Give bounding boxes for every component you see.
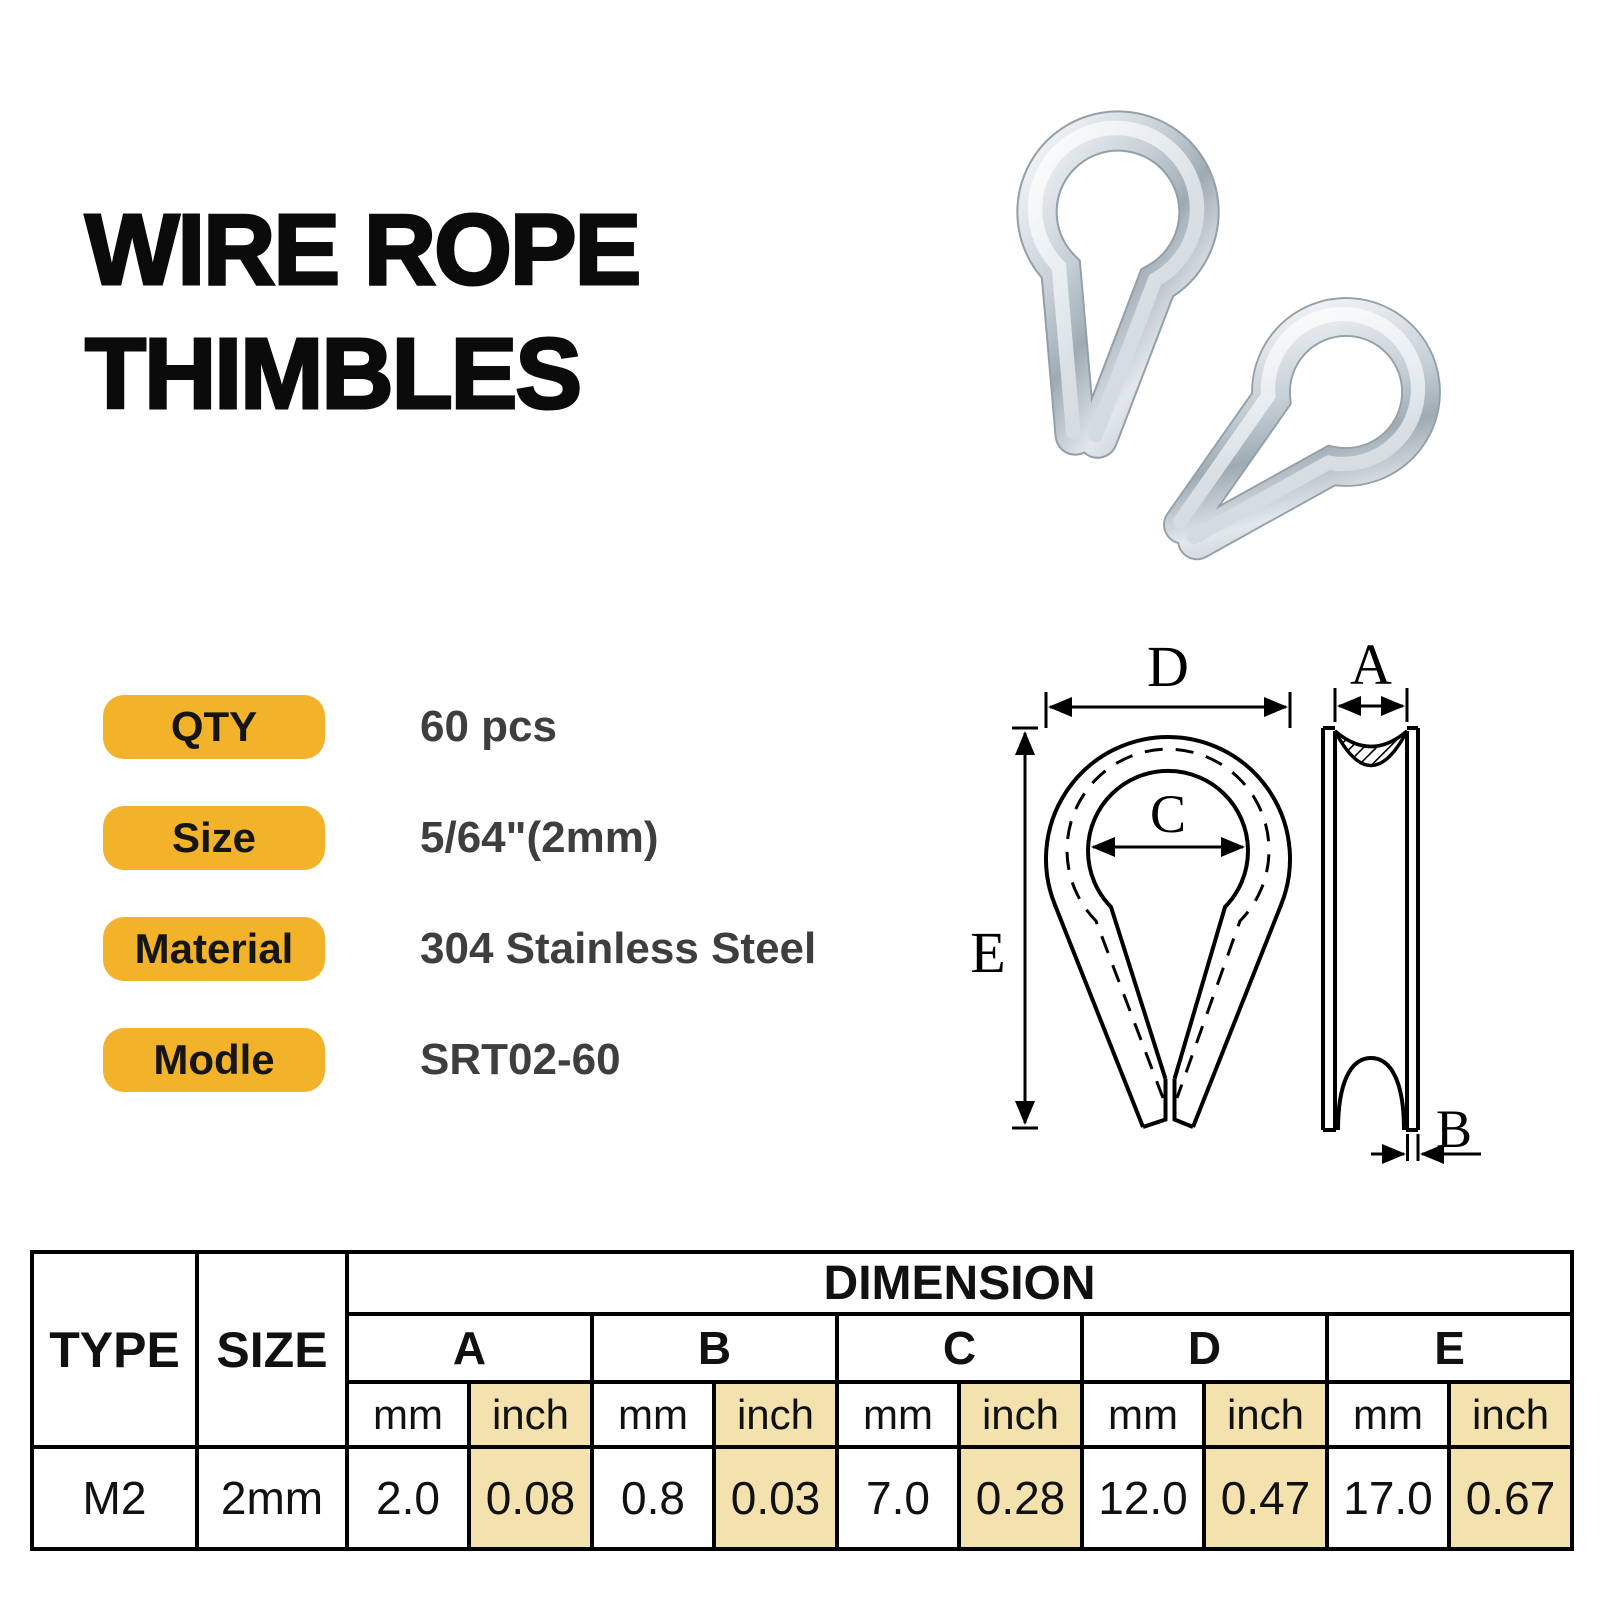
cell-type: M2 (32, 1447, 197, 1549)
th-d-inch: inch (1204, 1382, 1327, 1447)
th-c-mm: mm (837, 1382, 959, 1447)
th-type: TYPE (32, 1252, 197, 1447)
material-value: 304 Stainless Steel (420, 924, 817, 973)
dimension-lines (1012, 688, 1481, 1161)
th-b-inch: inch (714, 1382, 837, 1447)
dimension-table (30, 1250, 1574, 1551)
page-title-line2: THIMBLES (85, 318, 581, 430)
cell-d-inch: 0.47 (1204, 1447, 1327, 1549)
th-dim-c: C (837, 1314, 1082, 1382)
th-b-mm: mm (592, 1382, 714, 1447)
dim-label-c: C (1149, 784, 1187, 844)
dim-label-e: E (970, 920, 1006, 985)
th-c-inch: inch (959, 1382, 1082, 1447)
cell-d-mm: 12.0 (1082, 1447, 1204, 1549)
table-row (32, 1447, 1572, 1549)
product-photo (950, 60, 1570, 580)
th-e-inch: inch (1449, 1382, 1572, 1447)
cell-b-mm: 0.8 (592, 1447, 714, 1549)
side-view-drawing (1323, 728, 1418, 1130)
groove-hatch (1335, 731, 1407, 766)
th-e-mm: mm (1327, 1382, 1449, 1447)
dim-label-b: B (1435, 1099, 1473, 1159)
qty-badge: QTY (103, 695, 325, 759)
dim-label-d: D (1147, 634, 1189, 699)
cell-e-inch: 0.67 (1449, 1447, 1572, 1549)
material-badge: Material (103, 917, 325, 981)
technical-diagram (930, 620, 1560, 1180)
cell-a-mm: 2.0 (347, 1447, 469, 1549)
page-title (85, 188, 639, 436)
dim-label-a: A (1350, 632, 1392, 697)
page-title-line1: WIRE ROPE (85, 194, 640, 306)
cell-b-inch: 0.03 (714, 1447, 837, 1549)
thimble-right (1137, 283, 1452, 580)
th-dim-a: A (347, 1314, 592, 1382)
th-size: SIZE (197, 1252, 347, 1447)
th-dim-b: B (592, 1314, 837, 1382)
cell-e-mm: 17.0 (1327, 1447, 1449, 1549)
model-badge: Modle (103, 1028, 325, 1092)
th-dimension: DIMENSION (347, 1252, 1572, 1314)
model-value: SRT02-60 (420, 1035, 621, 1084)
size-badge: Size (103, 806, 325, 870)
cell-c-mm: 7.0 (837, 1447, 959, 1549)
qty-value: 60 pcs (420, 702, 557, 751)
cell-a-inch: 0.08 (469, 1447, 592, 1549)
th-dim-d: D (1082, 1314, 1327, 1382)
cell-c-inch: 0.28 (959, 1447, 1082, 1549)
th-dim-e: E (1327, 1314, 1572, 1382)
th-d-mm: mm (1082, 1382, 1204, 1447)
size-value: 5/64"(2mm) (420, 813, 659, 862)
th-a-mm: mm (347, 1382, 469, 1447)
th-a-inch: inch (469, 1382, 592, 1447)
thimble-left (1004, 118, 1209, 448)
cell-size: 2mm (197, 1447, 347, 1549)
